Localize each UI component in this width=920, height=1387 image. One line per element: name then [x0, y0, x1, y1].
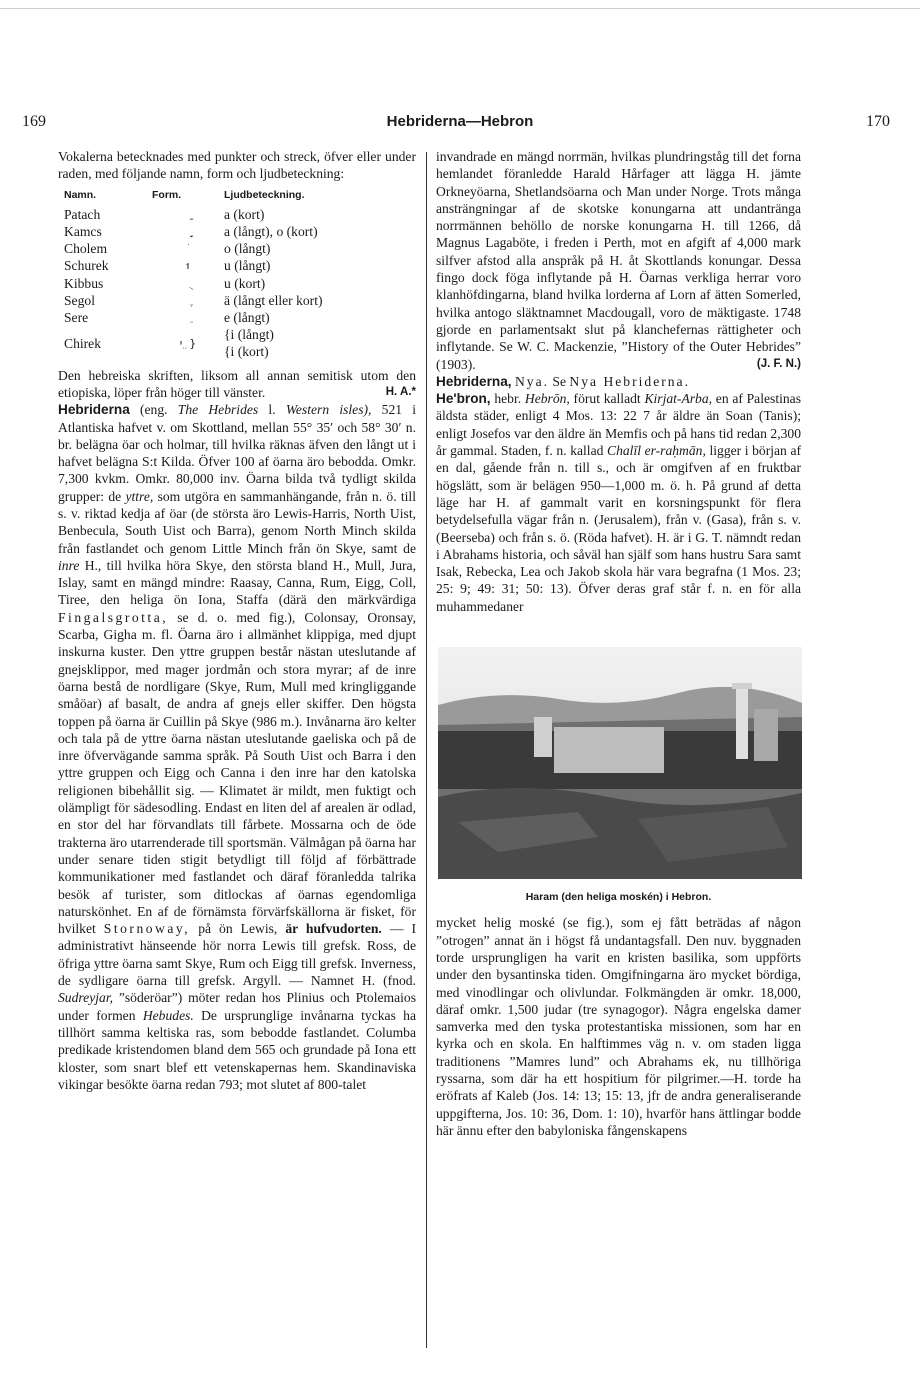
- left-column: [58, 148, 416, 1093]
- entry-italic: Western isles),: [285, 402, 372, 418]
- vowels-intro: Vokalerna betecknades med punkter och streck, öfver eller under raden, med följande namn, form och ljudbeteckning:: [58, 149, 416, 182]
- entry-text: Nya.: [514, 373, 549, 389]
- entry-italic: Chalīl er-raḥmān,: [607, 443, 706, 459]
- hebron-photo: [438, 647, 802, 879]
- vowel-mark: [152, 275, 224, 292]
- col-header-name: Namn.: [64, 188, 97, 201]
- vowel-mark: [152, 309, 224, 326]
- vowel-sound: [224, 326, 404, 360]
- table-row: [64, 275, 404, 292]
- brace-icon: {: [224, 327, 231, 343]
- table-row: [64, 223, 404, 240]
- headword-hebron: He'bron,: [436, 391, 491, 407]
- vowel-name: Chirek: [64, 335, 101, 351]
- chirek-sound-long: i (långt): [230, 327, 274, 343]
- entry-text: H., till hvilka höra Skye, den största bland H., Mull, Jura, Islay, samt en mängd mindre: Raasay, Canna, Rum, Eigg, Coll, Tiree, den heliga ön Iona, Staffa (därä den märkvärdiga: [58, 557, 416, 608]
- hebron-continuation: mycket helig moské (se fig.), som ej fått beträdas af någon ”otrogen” annat än i högst få undantagsfall. Den nuv. byggnaden torde ursprungligen ha varit en kristen basilika, som uppförts under den bysantinska tiden. Omgifningarna äro mycket bördiga, med vinodlingar och olivlundar. Folkmängden är omkr. 18,000, däraf omkr. 1,500 judar (tre synagogor). Några engelska damer samverka med den tyska protestantiska missionen, som har en kyrka och en skola. En halftimmes väg n. v. om staden ligga traditionens ”Mamres lund” och Abrahams ek, nu tillhöriga ryssarna, som där ha ett hospitium för pilgrimer.—H. torde ha eröfrats af Kaleb (Jos. 14: 13; 15: 13, jfr de andra generaliserande uppgifterna, Jos. 10: 36, Dom. 1: 10), hvarför hans ättlingar bodde här ännu efter den babyloniska fångenskapens: [436, 915, 801, 1138]
- table-row: [64, 206, 404, 223]
- vowel-sound: ä (långt eller kort): [224, 292, 323, 308]
- signature-ha: H. A.*: [385, 385, 416, 398]
- page-number-left: 169: [22, 113, 46, 130]
- vowel-name: Patach: [64, 206, 101, 222]
- entry-italic: The Hebrides: [177, 402, 259, 418]
- vowel-mark: וּ: [186, 259, 190, 273]
- vowel-mark: [152, 326, 224, 360]
- vowel-mark: [152, 223, 224, 240]
- photo-building: [754, 709, 778, 761]
- entry-text: (eng.: [139, 402, 168, 418]
- table-row: [64, 292, 404, 309]
- entry-text: l.: [268, 402, 276, 418]
- col-header-sound: Ljudbeteckning.: [224, 188, 305, 201]
- chirek-mark-long: ִי: [179, 336, 183, 350]
- vowel-sound: e (långt): [224, 310, 270, 326]
- vowel-name: Kamcs: [64, 224, 102, 239]
- entry-italic: Sudreyjar,: [58, 990, 113, 1006]
- right-column: [436, 148, 801, 1139]
- vowel-sound: u (långt): [224, 258, 271, 274]
- vowel-name: Segol: [64, 292, 95, 308]
- col-header-form: Form.: [152, 188, 182, 201]
- table-row: [64, 326, 404, 360]
- vowel-table: [64, 187, 404, 361]
- script-paragraph: [58, 367, 416, 402]
- entry-text: en af Palestinas äldsta städer, enligt 4 Mos. 13: 22 7 år äldre än Soan (Tanis); enligt Josefos var den äldre än Memfis och på hans tid redan 2,300 år gammal. Staden, f. n. kallad: [436, 391, 801, 459]
- entry-text: Se: [552, 373, 566, 389]
- brace-icon: {: [224, 344, 231, 360]
- vowel-sound: u (kort): [224, 275, 266, 291]
- vowel-sound: a (kort): [224, 206, 265, 222]
- entry-hebriderna: [58, 401, 416, 1093]
- entry-text: ”söderöar”) möter redan hos Plinius och Ptolemaios under formen: [58, 990, 416, 1023]
- scan-top-rule: [0, 8, 920, 9]
- entry-nya-hebriderna: [436, 373, 801, 390]
- photo-caption: Haram (den heliga moskén) i Hebron.: [525, 891, 712, 904]
- vowel-sound: a (långt), o (kort): [224, 224, 318, 239]
- signature-jfn: (J. F. N.): [756, 357, 801, 370]
- vowel-mark: [152, 292, 224, 309]
- headword-hebriderna-nya: Hebriderna,: [436, 373, 512, 389]
- entry-hebron: [436, 390, 801, 615]
- vowel-name: Cholem: [64, 241, 108, 257]
- entry-italic: Hebrōn,: [524, 391, 570, 407]
- vowel-name: Sere: [64, 310, 89, 326]
- entry-text: ligger i början af en dal, gående från n. till s., och är omgifven af en fruktbar högslätt, som är belägen 950—1,000 m. ö. h. På grund af detta läge har H. af gammalt varit en korsningspunkt för flera betydelsefulla vägar från n. (Jerusalem), från v. (Gasa), från s. v. (Beerseba) och från s. ö. (Röda hafvet). H. är i G. T. nämndt redan i Abrahams historia, och såväl han själf som hans hustru Sara samt Isak, Rebecka, Lea och Jakob skola här vara begrafna (1 Mos. 23; 25: 9; 49: 31; 50: 13). Öfver deras graf står f. n. en för alla muhammedaner: [436, 443, 801, 614]
- entry-text: som utgöra en sammanhängande, från n. ö. till s. v. riktad kedja af öar (de största äro Lewis-Harris, North Uist, Benbecula, South Uist och Barra), genom North Minch skilda från fastlandet och genom Little Minch från ön Skye, samt de: [58, 488, 416, 556]
- table-row: [64, 257, 404, 274]
- hebron-photo-drawing: [438, 647, 802, 879]
- vowel-name: Schurek: [64, 258, 109, 274]
- entry-text: se d. o. med fig.), Colonsay, Oronsay, Scarba, Gigha m. fl. Öarna äro i allmänhet klippiga, med djupt inskurna kuster. Den yttre gruppen består nästan uteslutande af gnejsklippor, med mager jordmån och stora myrar; af de inre öarna bestå de nordligare (Skye, Rum, Mull med kringliggande småöar) af basalt, de andra af gnejs eller skiffer. Den högsta toppen på öarna är Cuillin på Skye (986 m.). Invånarna äro kelter och tala på de yttre öarna nästan uteslutande gaeliska och på de inre öfvervägande samma språk. På South Uist och Barra i den yttre gruppen och Eigg och Canna i den inre har den katolska religionen bibehållit sig. — Klimatet är mildt, men fuktigt och olämpligt för sädesodling. Endast en liten del af arealen är odlad, en stor del har förvandlats till fårbete. Mossarna och de öde trakterna äro utarrenderade till sportsmän. Välmågan på öarna har under senare tiden stigit betydligt till följd af förbättrade kommunikationer med fastlandet och däraf föranledda talrika besök af turister, som ditlockas af öarnas egendomliga naturskönhet. En af de förnämsta förvärfskällorna är fisket, för hvilket: [58, 609, 416, 937]
- table-row: [64, 309, 404, 326]
- entry-text: på ön Lewis,: [198, 921, 278, 937]
- photo-mosque-wall: [554, 727, 664, 773]
- cross-reference: Stornoway,: [103, 921, 191, 937]
- brace-icon: }: [189, 336, 197, 350]
- table-row: [64, 240, 404, 257]
- entry-bold: är hufvudorten.: [285, 921, 382, 937]
- entry-text: — I administrativt hänseende hör norra Lewis till grefsk. Ross, de öfriga yttre öarna samt Skye, Rum och Eigg till grefsk. Inverness, de sydligare öarna till grefsk. Argyll. — Namnet H. (fnod.: [58, 921, 416, 989]
- chirek-sound-short: i (kort): [230, 344, 269, 360]
- vowel-mark: [152, 240, 224, 257]
- page-number-right: 170: [866, 113, 890, 130]
- vowel-sound: o (långt): [224, 241, 271, 257]
- headword-hebriderna: Hebriderna: [58, 402, 130, 418]
- column-divider: [426, 152, 427, 1348]
- entry-italic: Hebudes.: [142, 1007, 194, 1023]
- entry-text: invandrade en mängd norrmän, hvilkas plundringståg till det forna hemlandet föranledde Harald Hårfager att lägga H. jämte Orkneyöarna, Shetlandsöarna och Man under Norge. Trots många ansträngningar af de skotske konungarna att undantränga norrmännen behöllo de norske konungarna H. till 1266, då Magnus Lagaböte, i freden i Perth, mot en afgift af 4,000 mark silfver afstod alla anspråk på H. åt Skottlands konungar. Dessa fingo dock föga inflytande på H. Öarnas verkliga herrar voro klanhöfdingarna, bland hvilka lorderna af Lorn af ätten Somerled, hvilka antogo släktnamnet Macdougall, voro de mäktigaste. 1748 gjorde en parlamentsakt slut på klanchefernas rättigheter och inflytande. Se W. C. Mackenzie, ”History of the Outer Hebrides” (1903).: [436, 149, 801, 372]
- running-title: Hebriderna—Hebron: [386, 113, 534, 130]
- hebriderna-continuation: [436, 148, 801, 373]
- photo-building: [534, 717, 552, 757]
- entry-text: förut kalladt: [573, 391, 641, 407]
- minaret-icon: [736, 687, 748, 759]
- entry-text: De ursprunglige invånarna tyckas ha tillhört samma keltiska ras, som bebodde fastlandet. Columba predikade kristendomen bland dem 565 och grundade på Iona ett kloster, som snart blef ett vetenskapernas hem. Skandinaviska vikingar besökte öarna redan 793; mot slutet af 800-talet: [58, 1007, 417, 1092]
- minaret-top: [732, 683, 752, 689]
- entry-text: hebr.: [494, 391, 522, 407]
- script-text: Den hebreiska skriften, liksom all annan semitisk utom den etiopiska, löper från höger till vänster.: [58, 367, 416, 400]
- entry-text: 521 i Atlantiska hafvet v. om Skottland, mellan 55° 35′ och 58° 30′ n. br. belägna öar och holmar, till hvilka räknas äfven den långt ut i hafvet belägna S:t Kilda. Öfver 100 af öarna äro bebodda. Omkr. 7,300 kvkm. Omkr. 80,000 inv. Öarna bilda två tydligt skilda grupper: de: [58, 402, 417, 504]
- cross-reference: Fingalsgrotta,: [58, 609, 169, 625]
- entry-italic: yttre,: [125, 488, 154, 504]
- entry-italic: Kirjat-Arba,: [644, 391, 713, 407]
- vowel-mark: [152, 206, 224, 223]
- entry-italic: inre: [58, 557, 80, 573]
- cross-reference: Nya Hebriderna.: [569, 373, 690, 389]
- vowel-name: Kibbus: [64, 275, 104, 291]
